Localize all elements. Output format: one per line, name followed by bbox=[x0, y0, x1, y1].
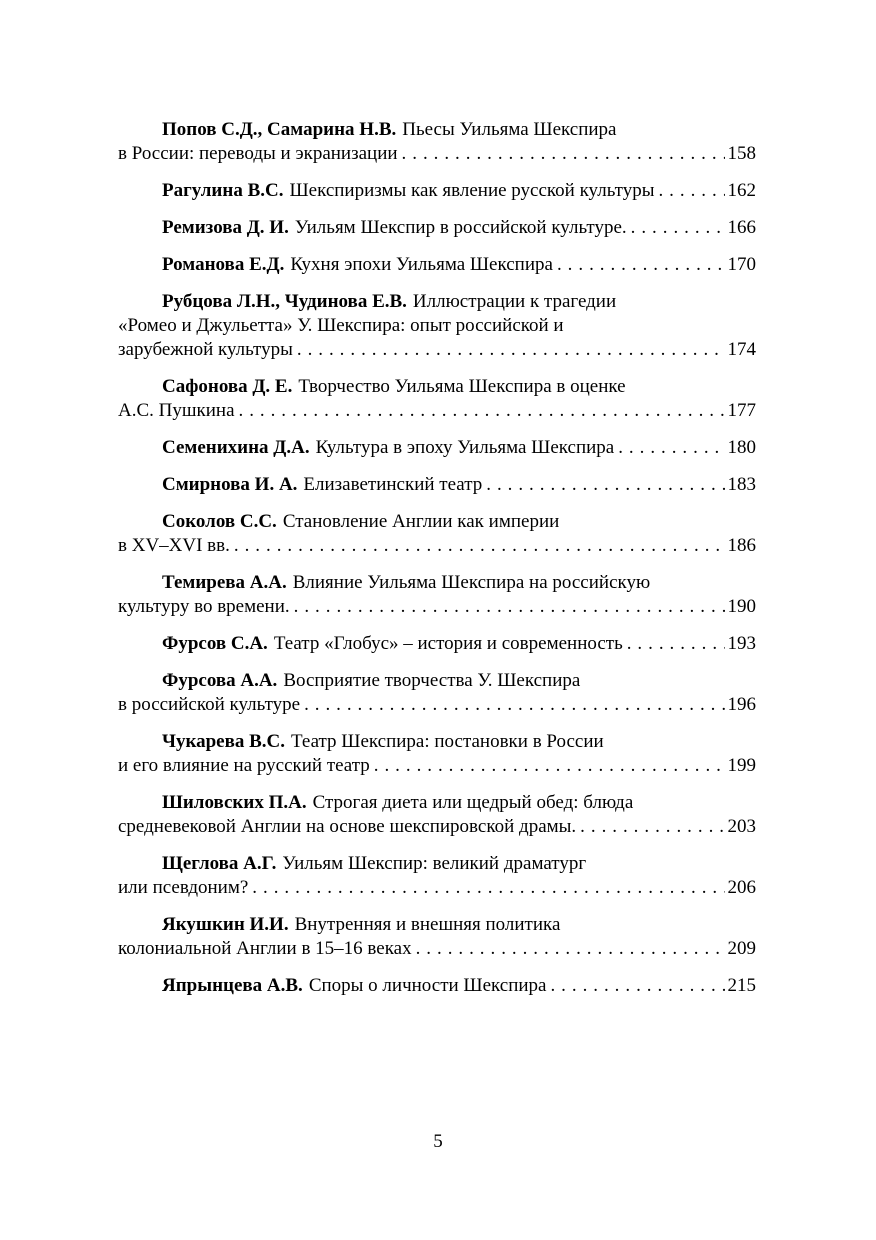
toc-entry bbox=[118, 118, 756, 166]
toc-page-number: 215 bbox=[727, 975, 756, 996]
toc-author: Рагулина В.С. bbox=[162, 180, 284, 201]
toc-entry bbox=[118, 632, 756, 656]
toc-page-number: 183 bbox=[727, 474, 756, 495]
toc-page-number: 162 bbox=[727, 180, 756, 201]
toc-entry bbox=[118, 913, 756, 961]
toc-title-text: в российской культуре bbox=[118, 694, 301, 715]
toc-page-number: 193 bbox=[727, 633, 756, 654]
toc-entry-line bbox=[118, 754, 756, 778]
toc-entry bbox=[118, 974, 756, 998]
toc-author: Попов С.Д., Самарина Н.В. bbox=[162, 119, 397, 140]
toc-page-number: 170 bbox=[727, 254, 756, 275]
toc-page-number: 196 bbox=[727, 694, 756, 715]
dot-leader bbox=[294, 595, 725, 619]
toc-title-text: Внутренняя и внешняя политика bbox=[294, 914, 561, 935]
toc-entry bbox=[118, 216, 756, 240]
dot-leader bbox=[550, 974, 724, 998]
toc-author: Чукарева В.С. bbox=[162, 731, 286, 752]
toc-title-text: Театр Шекспира: постановки в России bbox=[291, 731, 604, 752]
toc-author: Якушкин И.И. bbox=[162, 914, 289, 935]
toc-title-text: Шекспиризмы как явление русской культуры bbox=[289, 180, 655, 201]
toc-title-text: и его влияние на русский театр bbox=[118, 755, 370, 776]
toc-entry-line bbox=[118, 253, 756, 277]
toc-author: Смирнова И. А. bbox=[162, 474, 298, 495]
toc-author: Ремизова Д. И. bbox=[162, 217, 289, 238]
dot-leader bbox=[252, 876, 724, 900]
toc-author: Рубцова Л.Н., Чудинова Е.В. bbox=[162, 291, 407, 312]
toc-title-text: Строгая диета или щедрый обед: блюда bbox=[312, 792, 634, 813]
toc-title-text: культуру во времени. bbox=[118, 596, 290, 617]
toc-entry bbox=[118, 852, 756, 900]
toc-title-text: Споры о личности Шекспира bbox=[308, 975, 547, 996]
dot-leader bbox=[297, 338, 725, 362]
dot-leader bbox=[234, 534, 725, 558]
toc-entry-line bbox=[118, 669, 756, 693]
toc-title-text: Восприятие творчества У. Шекспира bbox=[283, 670, 581, 691]
toc-title-text: или псевдоним? bbox=[118, 877, 249, 898]
toc-page-number: 203 bbox=[727, 816, 756, 837]
toc-title-text: в России: переводы и экранизации bbox=[118, 143, 398, 164]
toc-entry-line bbox=[118, 510, 756, 534]
toc-entry-line bbox=[118, 534, 756, 558]
toc-title-text: в XV–XVI вв. bbox=[118, 535, 230, 556]
dot-leader bbox=[416, 937, 725, 961]
toc-entry-line bbox=[118, 142, 756, 166]
toc-entry-line bbox=[118, 399, 756, 423]
toc-entry-line bbox=[118, 595, 756, 619]
toc-title-text: Уильям Шекспир в российской культуре. bbox=[294, 217, 627, 238]
toc-entry-line bbox=[118, 436, 756, 460]
dot-leader bbox=[658, 179, 724, 203]
toc-entry-line bbox=[118, 815, 756, 839]
toc-title-text: «Ромео и Джульетта» У. Шекспира: опыт российской и bbox=[118, 315, 564, 336]
toc-author: Сафонова Д. Е. bbox=[162, 376, 293, 397]
dot-leader bbox=[486, 473, 724, 497]
dot-leader bbox=[304, 693, 724, 717]
dot-leader bbox=[631, 216, 725, 240]
dot-leader bbox=[580, 815, 724, 839]
toc-title-text: Влияние Уильяма Шекспира на российскую bbox=[292, 572, 651, 593]
toc-entry bbox=[118, 510, 756, 558]
toc-entry-line bbox=[118, 314, 756, 338]
toc-entry bbox=[118, 253, 756, 277]
toc-entry-line bbox=[118, 791, 756, 815]
toc-entry bbox=[118, 669, 756, 717]
toc-author: Фурсова А.А. bbox=[162, 670, 278, 691]
toc-author: Соколов С.С. bbox=[162, 511, 277, 532]
toc-title-text: Становление Англии как империи bbox=[282, 511, 560, 532]
toc-entry-line bbox=[118, 852, 756, 876]
toc-title-text: Театр «Глобус» – история и современность bbox=[273, 633, 623, 654]
toc-entry-line bbox=[118, 375, 756, 399]
toc-entry-line bbox=[118, 730, 756, 754]
toc-page-number: 166 bbox=[727, 217, 756, 238]
toc-author: Романова Е.Д. bbox=[162, 254, 285, 275]
toc-entry-line bbox=[118, 937, 756, 961]
toc-page-number: 180 bbox=[727, 437, 756, 458]
toc-page-number: 177 bbox=[727, 400, 756, 421]
page-number: 5 bbox=[433, 1131, 443, 1152]
toc-entry bbox=[118, 730, 756, 778]
toc-title-text: А.С. Пушкина bbox=[118, 400, 235, 421]
toc-entry bbox=[118, 375, 756, 423]
toc-page-number: 199 bbox=[727, 755, 756, 776]
toc-entry bbox=[118, 179, 756, 203]
toc-title-text: Пьесы Уильяма Шекспира bbox=[402, 119, 617, 140]
toc-title-text: Творчество Уильяма Шекспира в оценке bbox=[298, 376, 626, 397]
toc-entry-line bbox=[118, 290, 756, 314]
toc-entry bbox=[118, 571, 756, 619]
toc-page-number: 158 bbox=[727, 143, 756, 164]
toc-entry-line bbox=[118, 338, 756, 362]
dot-leader bbox=[239, 399, 725, 423]
toc-title-text: зарубежной культуры bbox=[118, 339, 293, 360]
toc-author: Фурсов С.А. bbox=[162, 633, 268, 654]
toc-page-number: 186 bbox=[727, 535, 756, 556]
toc-entry-line bbox=[118, 571, 756, 595]
dot-leader bbox=[557, 253, 725, 277]
toc-author: Шиловских П.А. bbox=[162, 792, 307, 813]
toc-page-number: 190 bbox=[727, 596, 756, 617]
toc-entry bbox=[118, 791, 756, 839]
toc-title-text: колониальной Англии в 15–16 веках bbox=[118, 938, 412, 959]
toc-entry-line bbox=[118, 876, 756, 900]
toc-page-number: 209 bbox=[727, 938, 756, 959]
toc-title-text: Кухня эпохи Уильяма Шекспира bbox=[290, 254, 553, 275]
dot-leader bbox=[374, 754, 725, 778]
toc-page-number: 206 bbox=[727, 877, 756, 898]
toc-entry bbox=[118, 290, 756, 362]
toc-entry-line bbox=[118, 216, 756, 240]
toc-title-text: Елизаветинский театр bbox=[303, 474, 483, 495]
toc-author: Темирева А.А. bbox=[162, 572, 287, 593]
toc-entry-line bbox=[118, 179, 756, 203]
toc-entry-line bbox=[118, 913, 756, 937]
toc-page-number: 174 bbox=[727, 339, 756, 360]
toc-entry-line bbox=[118, 632, 756, 656]
toc-author: Семенихина Д.А. bbox=[162, 437, 310, 458]
dot-leader bbox=[627, 632, 725, 656]
toc-entry-line bbox=[118, 693, 756, 717]
table-of-contents bbox=[118, 118, 756, 1011]
toc-title-text: Иллюстрации к трагедии bbox=[412, 291, 617, 312]
toc-entry-line bbox=[118, 118, 756, 142]
toc-entry bbox=[118, 473, 756, 497]
toc-entry-line bbox=[118, 473, 756, 497]
toc-title-text: Культура в эпоху Уильяма Шекспира bbox=[315, 437, 615, 458]
toc-author: Япрынцева А.В. bbox=[162, 975, 303, 996]
toc-author: Щеглова А.Г. bbox=[162, 853, 277, 874]
toc-title-text: Уильям Шекспир: великий драматург bbox=[282, 853, 587, 874]
toc-entry-line bbox=[118, 974, 756, 998]
toc-entry bbox=[118, 436, 756, 460]
dot-leader bbox=[618, 436, 724, 460]
dot-leader bbox=[402, 142, 725, 166]
toc-title-text: средневековой Англии на основе шекспировской драмы. bbox=[118, 816, 577, 837]
